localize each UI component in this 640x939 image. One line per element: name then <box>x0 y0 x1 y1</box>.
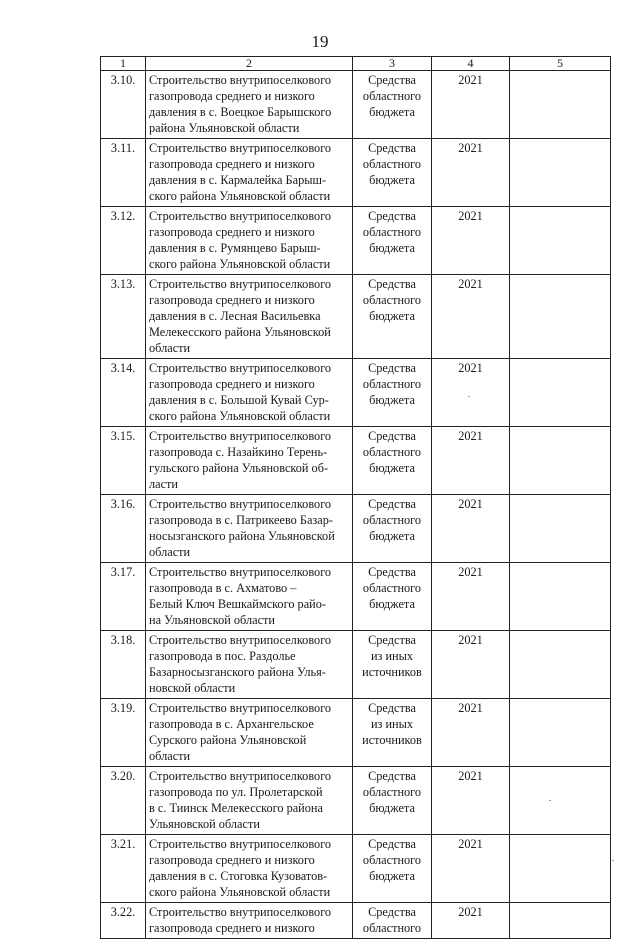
table-row <box>101 71 611 139</box>
description-line: газопровода по ул. Пролетарской <box>149 785 323 799</box>
description-line: газопровода в с. Архангельское <box>149 717 314 731</box>
description-line: Строительство внутрипоселкового <box>149 209 332 223</box>
implementation-year: 2021 <box>432 631 510 699</box>
funding-source-line: бюджета <box>369 801 415 815</box>
funding-source-line: источников <box>362 665 422 679</box>
funding-source-line: Средства <box>368 769 416 783</box>
table-row <box>101 427 611 495</box>
funding-source <box>353 835 432 903</box>
funding-source-line: из иных <box>370 649 414 663</box>
description-line: Сурского района Ульяновской <box>149 733 307 747</box>
description-line: газопровода среднего и низкого <box>149 89 315 103</box>
description-line: давления в с. Большой Кувай Сур- <box>149 393 329 407</box>
item-description <box>146 563 353 631</box>
description-line: ского района Ульяновской области <box>149 257 331 271</box>
implementation-year: 2021 <box>432 427 510 495</box>
description-line: газопровода среднего и низкого <box>149 293 315 307</box>
description-line: Строительство внутрипоселкового <box>149 565 332 579</box>
column-5-cell <box>510 207 611 275</box>
table-row <box>101 275 611 359</box>
table-row <box>101 139 611 207</box>
description-line: района Ульяновской области <box>149 121 300 135</box>
funding-source-line: бюджета <box>369 309 415 323</box>
implementation-year: 2021 <box>432 903 510 939</box>
implementation-year: 2021 <box>432 139 510 207</box>
program-table <box>100 56 611 939</box>
column-header-1: 1 <box>101 57 146 71</box>
description-line: новской области <box>149 681 236 695</box>
funding-source <box>353 275 432 359</box>
page-number: 19 <box>311 32 329 51</box>
column-5-cell <box>510 767 611 835</box>
funding-source-line: областного <box>362 377 422 391</box>
funding-source-line: областного <box>362 225 422 239</box>
funding-source <box>353 903 432 939</box>
description-line: Строительство внутрипоселкового <box>149 497 332 511</box>
table-row <box>101 767 611 835</box>
item-number: 3.11. <box>101 139 146 207</box>
funding-source-line: областного <box>362 293 422 307</box>
description-line: Строительство внутрипоселкового <box>149 769 332 783</box>
item-number: 3.19. <box>101 699 146 767</box>
column-5-cell <box>510 495 611 563</box>
funding-source <box>353 139 432 207</box>
table-row <box>101 631 611 699</box>
item-description <box>146 359 353 427</box>
item-description <box>146 427 353 495</box>
description-line: Строительство внутрипоселкового <box>149 701 332 715</box>
description-line: на Ульяновской области <box>149 613 276 627</box>
funding-source-line: областного <box>362 853 422 867</box>
column-5-cell <box>510 631 611 699</box>
scan-speck <box>468 396 470 397</box>
funding-source-line: Средства <box>368 209 416 223</box>
funding-source-line: бюджета <box>369 461 415 475</box>
implementation-year: 2021 <box>432 359 510 427</box>
description-line: газопровода среднего и низкого <box>149 225 315 239</box>
description-line: давления в с. Лесная Васильевка <box>149 309 321 323</box>
column-5-cell <box>510 699 611 767</box>
table-body <box>101 57 611 939</box>
description-line: гульского района Ульяновской об- <box>149 461 329 475</box>
description-line: Мелекесского района Ульяновской <box>149 325 331 339</box>
funding-source-line: Средства <box>368 141 416 155</box>
table-row <box>101 359 611 427</box>
implementation-year: 2021 <box>432 71 510 139</box>
description-line: газопровода среднего и низкого <box>149 853 315 867</box>
funding-source <box>353 359 432 427</box>
funding-source-line: Средства <box>368 905 416 919</box>
scan-speck <box>612 860 614 861</box>
funding-source <box>353 767 432 835</box>
item-description <box>146 495 353 563</box>
description-line: Белый Ключ Вешкаймского райо- <box>149 597 326 611</box>
item-number: 3.18. <box>101 631 146 699</box>
funding-source-line: областного <box>362 513 422 527</box>
implementation-year: 2021 <box>432 699 510 767</box>
scan-speck <box>549 800 551 801</box>
funding-source-line: бюджета <box>369 105 415 119</box>
funding-source-line: Средства <box>368 633 416 647</box>
description-line: Строительство внутрипоселкового <box>149 277 332 291</box>
description-line: ского района Ульяновской области <box>149 885 331 899</box>
item-description <box>146 207 353 275</box>
item-number: 3.13. <box>101 275 146 359</box>
implementation-year: 2021 <box>432 275 510 359</box>
implementation-year: 2021 <box>432 495 510 563</box>
funding-source-line: Средства <box>368 837 416 851</box>
column-header-4: 4 <box>432 57 510 71</box>
item-number: 3.20. <box>101 767 146 835</box>
description-line: Строительство внутрипоселкового <box>149 837 332 851</box>
item-number: 3.12. <box>101 207 146 275</box>
item-description <box>146 767 353 835</box>
item-number: 3.10. <box>101 71 146 139</box>
description-line: газопровода в с. Ахматово – <box>149 581 297 595</box>
funding-source-line: бюджета <box>369 241 415 255</box>
funding-source-line: бюджета <box>369 597 415 611</box>
column-5-cell <box>510 835 611 903</box>
description-line: газопровода в пос. Раздолье <box>149 649 296 663</box>
item-description <box>146 903 353 939</box>
table-row <box>101 495 611 563</box>
column-5-cell <box>510 359 611 427</box>
funding-source-line: Средства <box>368 73 416 87</box>
implementation-year: 2021 <box>432 767 510 835</box>
funding-source-line: Средства <box>368 701 416 715</box>
table-row <box>101 699 611 767</box>
funding-source-line: областного <box>362 921 422 935</box>
description-line: Ульяновской области <box>149 817 260 831</box>
item-description <box>146 139 353 207</box>
item-description <box>146 275 353 359</box>
description-line: газопровода среднего и низкого <box>149 921 315 935</box>
funding-source-line: Средства <box>368 429 416 443</box>
funding-source-line: бюджета <box>369 529 415 543</box>
funding-source <box>353 699 432 767</box>
description-line: газопровода среднего и низкого <box>149 377 315 391</box>
funding-source-line: Средства <box>368 565 416 579</box>
table-row <box>101 207 611 275</box>
column-5-cell <box>510 903 611 939</box>
item-description <box>146 71 353 139</box>
header-row <box>101 57 611 71</box>
column-5-cell <box>510 275 611 359</box>
description-line: Строительство внутрипоселкового <box>149 141 332 155</box>
column-5-cell <box>510 139 611 207</box>
item-number: 3.22. <box>101 903 146 939</box>
description-line: Строительство внутрипоселкового <box>149 429 332 443</box>
item-number: 3.17. <box>101 563 146 631</box>
funding-source-line: источников <box>362 733 422 747</box>
funding-source <box>353 495 432 563</box>
funding-source-line: из иных <box>370 717 414 731</box>
column-5-cell <box>510 563 611 631</box>
description-line: ского района Ульяновской области <box>149 189 331 203</box>
description-line: Базарносызганского района Улья- <box>149 665 326 679</box>
table-row <box>101 835 611 903</box>
item-number: 3.15. <box>101 427 146 495</box>
description-line: газопровода с. Назайкино Терень- <box>149 445 328 459</box>
description-line: области <box>149 341 191 355</box>
description-line: Строительство внутрипоселкового <box>149 905 332 919</box>
column-header-5: 5 <box>510 57 611 71</box>
implementation-year: 2021 <box>432 835 510 903</box>
column-5-cell <box>510 71 611 139</box>
item-description <box>146 699 353 767</box>
item-number: 3.14. <box>101 359 146 427</box>
funding-source-line: областного <box>362 445 422 459</box>
description-line: носызганского района Ульяновской <box>149 529 335 543</box>
description-line: газопровода в с. Патрикеево Базар- <box>149 513 333 527</box>
item-description <box>146 631 353 699</box>
funding-source-line: Средства <box>368 497 416 511</box>
funding-source-line: бюджета <box>369 393 415 407</box>
funding-source <box>353 207 432 275</box>
funding-source-line: Средства <box>368 361 416 375</box>
funding-source-line: областного <box>362 581 422 595</box>
funding-source <box>353 631 432 699</box>
description-line: давления в с. Воецкое Барышского <box>149 105 332 119</box>
column-5-cell <box>510 427 611 495</box>
description-line: давления в с. Кармалейка Барыш- <box>149 173 327 187</box>
column-header-3: 3 <box>353 57 432 71</box>
description-line: области <box>149 749 191 763</box>
item-number: 3.16. <box>101 495 146 563</box>
column-header-2: 2 <box>146 57 353 71</box>
description-line: давления в с. Стоговка Кузоватов- <box>149 869 328 883</box>
description-line: давления в с. Румянцево Барыш- <box>149 241 321 255</box>
table-row <box>101 563 611 631</box>
description-line: ласти <box>149 477 179 491</box>
funding-source-line: бюджета <box>369 869 415 883</box>
table-row <box>101 903 611 939</box>
funding-source <box>353 427 432 495</box>
description-line: Строительство внутрипоселкового <box>149 73 332 87</box>
description-line: Строительство внутрипоселкового <box>149 633 332 647</box>
item-description <box>146 835 353 903</box>
description-line: области <box>149 545 191 559</box>
description-line: газопровода среднего и низкого <box>149 157 315 171</box>
funding-source-line: бюджета <box>369 173 415 187</box>
item-number: 3.21. <box>101 835 146 903</box>
funding-source <box>353 71 432 139</box>
funding-source-line: областного <box>362 157 422 171</box>
description-line: ского района Ульяновской области <box>149 409 331 423</box>
funding-source <box>353 563 432 631</box>
funding-source-line: областного <box>362 89 422 103</box>
funding-source-line: Средства <box>368 277 416 291</box>
implementation-year: 2021 <box>432 207 510 275</box>
implementation-year: 2021 <box>432 563 510 631</box>
description-line: в с. Тиинск Мелекесского района <box>149 801 323 815</box>
description-line: Строительство внутрипоселкового <box>149 361 332 375</box>
funding-source-line: областного <box>362 785 422 799</box>
